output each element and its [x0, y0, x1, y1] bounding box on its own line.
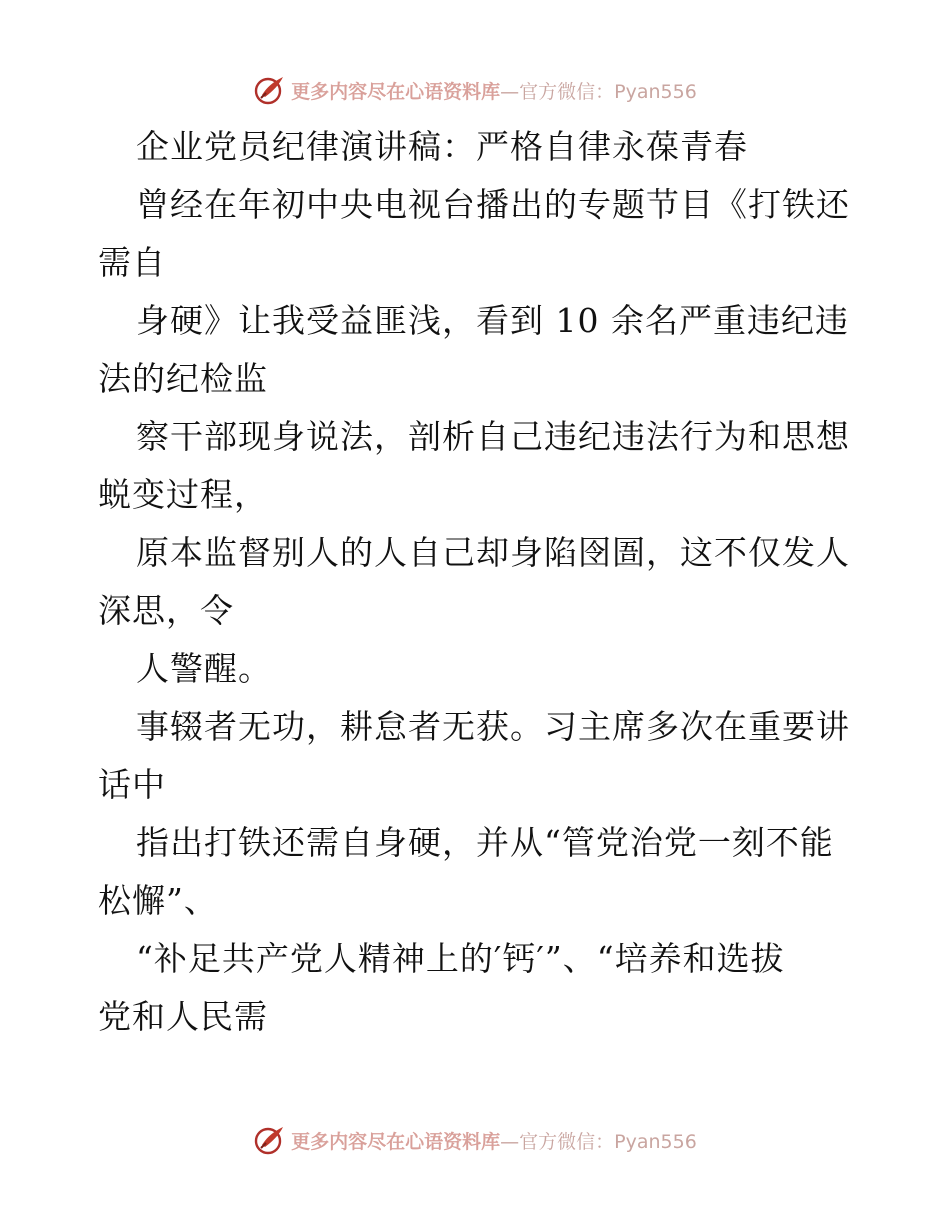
text-line: 曾经在年初中央电视台播出的专题节目《打铁还 — [136, 185, 850, 224]
text-line: 察干部现身说法，剖析自己违纪违法行为和思想 — [136, 417, 850, 456]
text-line: 需自 — [98, 243, 166, 282]
text-line: 身硬》让我受益匪浅，看到 10 余名严重违纪违 — [136, 301, 849, 340]
quill-pen-logo-icon — [253, 1123, 287, 1157]
header-promo-text: 更多内容尽在心语资料库 — [291, 80, 501, 103]
text-line: 事辍者无功，耕怠者无获。习主席多次在重要讲 — [136, 707, 850, 746]
text-line: 原本监督别人的人自己却身陷囹圄，这不仅发人 — [136, 533, 850, 572]
text-line: 法的纪检监 — [98, 359, 268, 398]
text-line: 人警醒。 — [136, 649, 272, 688]
text-line: 话中 — [98, 765, 166, 804]
header-wechat-text: —官方微信：Pyan556 — [500, 80, 697, 103]
footer-promo-text: 更多内容尽在心语资料库 — [291, 1130, 501, 1153]
header-watermark-banner — [0, 70, 950, 110]
document-title: 企业党员纪律演讲稿：严格自律永葆青春 — [136, 127, 748, 166]
text-line: 深思，令 — [98, 591, 234, 630]
text-line: 松懈”、 — [98, 881, 218, 920]
text-line: 蜕变过程， — [98, 475, 268, 514]
quill-pen-logo-icon — [253, 73, 287, 107]
text-line: 指出打铁还需自身硬，并从“管党治党一刻不能 — [136, 823, 834, 862]
footer-watermark-banner — [0, 1120, 950, 1160]
text-line: “补足共产党人精神上的′钙′”、“培养和选拔 — [136, 939, 785, 978]
text-line: 党和人民需 — [98, 997, 268, 1036]
footer-wechat-text: —官方微信：Pyan556 — [500, 1130, 697, 1153]
document-body — [98, 118, 858, 1046]
